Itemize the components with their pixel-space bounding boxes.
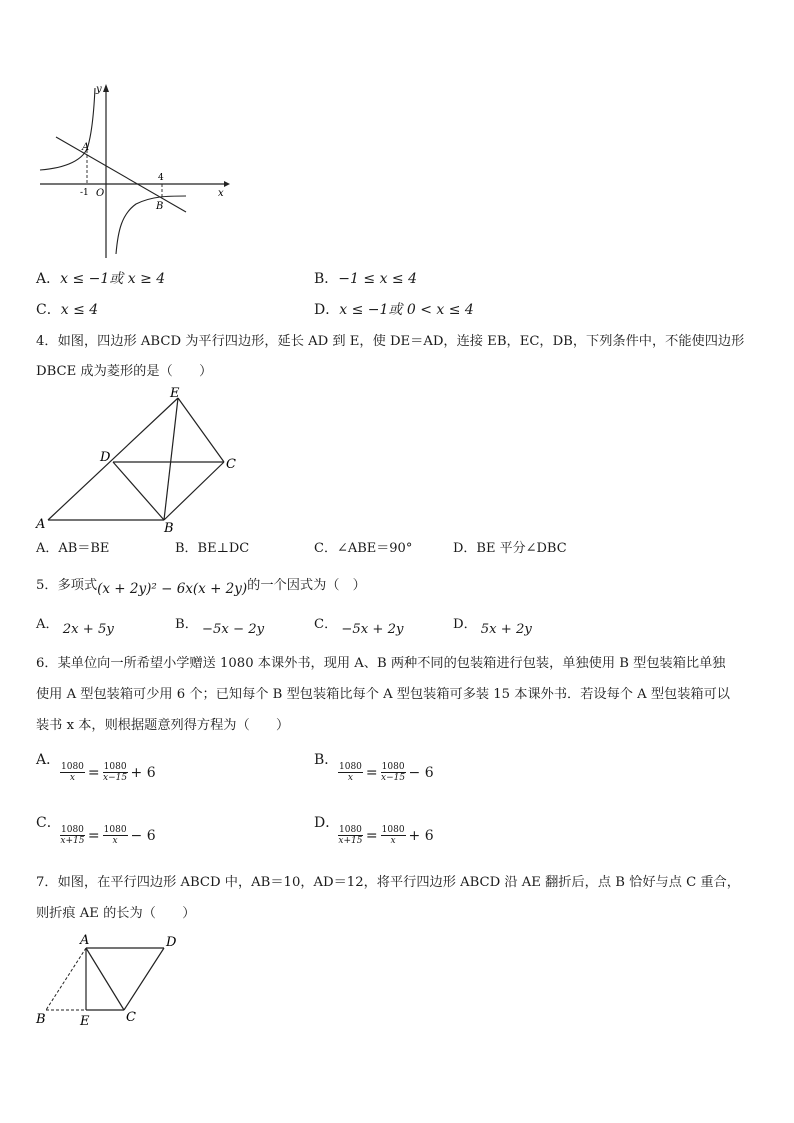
option-letter: D． xyxy=(453,617,477,632)
fraction: $\frac{1080}{x-15}$ xyxy=(381,762,406,783)
option-text: x ≤ −1或 x ≥ 4 xyxy=(60,271,166,287)
q3-option-a[interactable] xyxy=(36,270,165,288)
q6-option-c-letter[interactable]: C． xyxy=(36,815,61,831)
fraction: $\frac{1080}{x-15}$ xyxy=(103,762,128,783)
fig-label-e: E xyxy=(80,1014,90,1029)
q6-stem-line2: 使用 A 型包装箱可少用 6 个；已知每个 B 型包装箱比每个 A 型包装箱可多装 15 本课外书．若设每个 A 型包装箱可以 xyxy=(36,687,730,702)
fraction: $\frac{1080}{x}$ xyxy=(381,825,405,846)
option-letter: C． xyxy=(36,302,61,318)
option-text: −1 ≤ x ≤ 4 xyxy=(338,271,417,287)
q5-option-a[interactable] xyxy=(36,616,114,637)
origin-label: O xyxy=(96,188,105,199)
function-graph xyxy=(36,80,236,260)
option-text: x ≤ 4 xyxy=(60,302,99,318)
q4-option-b[interactable]: B．BE⊥DC xyxy=(175,541,250,556)
q5-option-d[interactable] xyxy=(453,616,532,637)
parallelogram-fold-figure xyxy=(34,930,184,1030)
fig-label-c: C xyxy=(126,1010,136,1025)
point-b-label: B xyxy=(156,201,164,212)
fig-label-e: E xyxy=(170,386,180,401)
q4-option-a[interactable]: A．AB＝BE xyxy=(36,541,110,556)
option-text: 5x + 2y xyxy=(480,622,532,637)
fraction: $\frac{1080}{x+15}$ xyxy=(60,825,85,846)
fraction: $\frac{1080}{x+15}$ xyxy=(338,825,363,846)
option-letter: C． xyxy=(314,617,338,632)
q4-stem-line1: 4．如图，四边形 ABCD 为平行四边形，延长 AD 到 E，使 DE＝AD，连接 EB，EC，DB，下列条件中，不能使四边形 xyxy=(36,334,745,349)
q5-stem-prefix: 5．多项式 xyxy=(36,578,98,593)
q5-expression: (x + 2y)² − 6x(x + 2y) xyxy=(97,581,248,597)
option-letter: D． xyxy=(314,302,340,318)
q6-option-c-equation[interactable]: $\frac{1080}{x+15}$ = $\frac{1080}{x}$ − 6 xyxy=(60,825,156,846)
fig-label-b: B xyxy=(36,1012,46,1027)
fig-label-d: D xyxy=(166,935,177,950)
rhombus-figure xyxy=(34,386,254,536)
q6-stem-line3: 装书 x 本，则根据题意列得方程为（ ） xyxy=(36,718,290,733)
option-letter: A． xyxy=(36,271,61,287)
linear-function-line xyxy=(56,137,186,212)
option-text: −5x − 2y xyxy=(201,622,265,637)
q6-option-a-equation[interactable]: $\frac{1080}{x}$ = $\frac{1080}{x-15}$ + 6 xyxy=(61,762,156,783)
q4-option-c[interactable]: C．∠ABE＝90° xyxy=(314,541,413,556)
fig-label-b: B xyxy=(164,521,174,536)
tick-4-y: 4 xyxy=(81,148,82,149)
q3-option-d[interactable] xyxy=(314,301,474,319)
q3-option-b[interactable] xyxy=(314,270,417,288)
y-axis-arrow xyxy=(103,84,109,92)
q4-stem-line2: DBCE 成为菱形的是（ ） xyxy=(36,364,213,379)
fraction: $\frac{1080}{x}$ xyxy=(339,762,362,783)
tick-4-x: 4 xyxy=(158,173,164,183)
q3-option-c[interactable] xyxy=(36,301,98,319)
q5-option-b[interactable] xyxy=(175,616,265,637)
fig-label-d: D xyxy=(100,450,111,465)
point-a-label: A xyxy=(82,142,90,153)
option-text: 2x + 5y xyxy=(62,622,114,637)
q6-option-d-letter[interactable]: D． xyxy=(314,815,340,831)
q6-option-b-equation[interactable]: $\frac{1080}{x}$ = $\frac{1080}{x-15}$ − 6 xyxy=(339,762,434,783)
q6-option-d-equation[interactable]: $\frac{1080}{x+15}$ = $\frac{1080}{x}$ + 6 xyxy=(338,825,434,846)
q7-stem-line1: 7．如图，在平行四边形 ABCD 中，AB＝10，AD＝12，将平行四边形 ABCD 沿 AE 翻折后，点 B 恰好与点 C 重合， xyxy=(36,875,740,890)
option-text: −5x + 2y xyxy=(341,622,404,637)
hyperbola-right-branch xyxy=(116,196,186,254)
x-axis-arrow xyxy=(224,181,230,187)
fig-label-a: A xyxy=(80,933,90,948)
x-axis-label: x xyxy=(218,188,224,199)
option-letter: B． xyxy=(175,617,198,632)
q6-stem-line1: 6．某单位向一所希望小学赠送 1080 本课外书，现用 A、B 两种不同的包装箱进行包装，单独使用 B 型包装箱比单独 xyxy=(36,656,726,671)
q5-option-c[interactable] xyxy=(314,616,404,637)
option-letter: B． xyxy=(314,271,339,287)
q5-stem xyxy=(36,576,366,595)
y-axis-label: y xyxy=(96,84,102,95)
q6-option-b-letter[interactable]: B． xyxy=(314,752,339,768)
fig-label-c: C xyxy=(226,457,236,472)
q7-stem-line2: 则折痕 AE 的长为（ ） xyxy=(36,906,196,921)
option-text: x ≤ −1或 0 < x ≤ 4 xyxy=(339,302,474,318)
tick-neg1: -1 xyxy=(80,188,89,198)
fig-label-a: A xyxy=(36,517,46,532)
q6-option-a-letter[interactable]: A． xyxy=(36,752,61,768)
fraction: $\frac{1080}{x}$ xyxy=(61,762,84,783)
q4-option-d[interactable]: D．BE 平分∠DBC xyxy=(453,541,567,556)
option-letter: A． xyxy=(36,617,59,632)
fraction: $\frac{1080}{x}$ xyxy=(103,825,127,846)
q5-stem-suffix: 的一个因式为（ ） xyxy=(247,578,366,593)
